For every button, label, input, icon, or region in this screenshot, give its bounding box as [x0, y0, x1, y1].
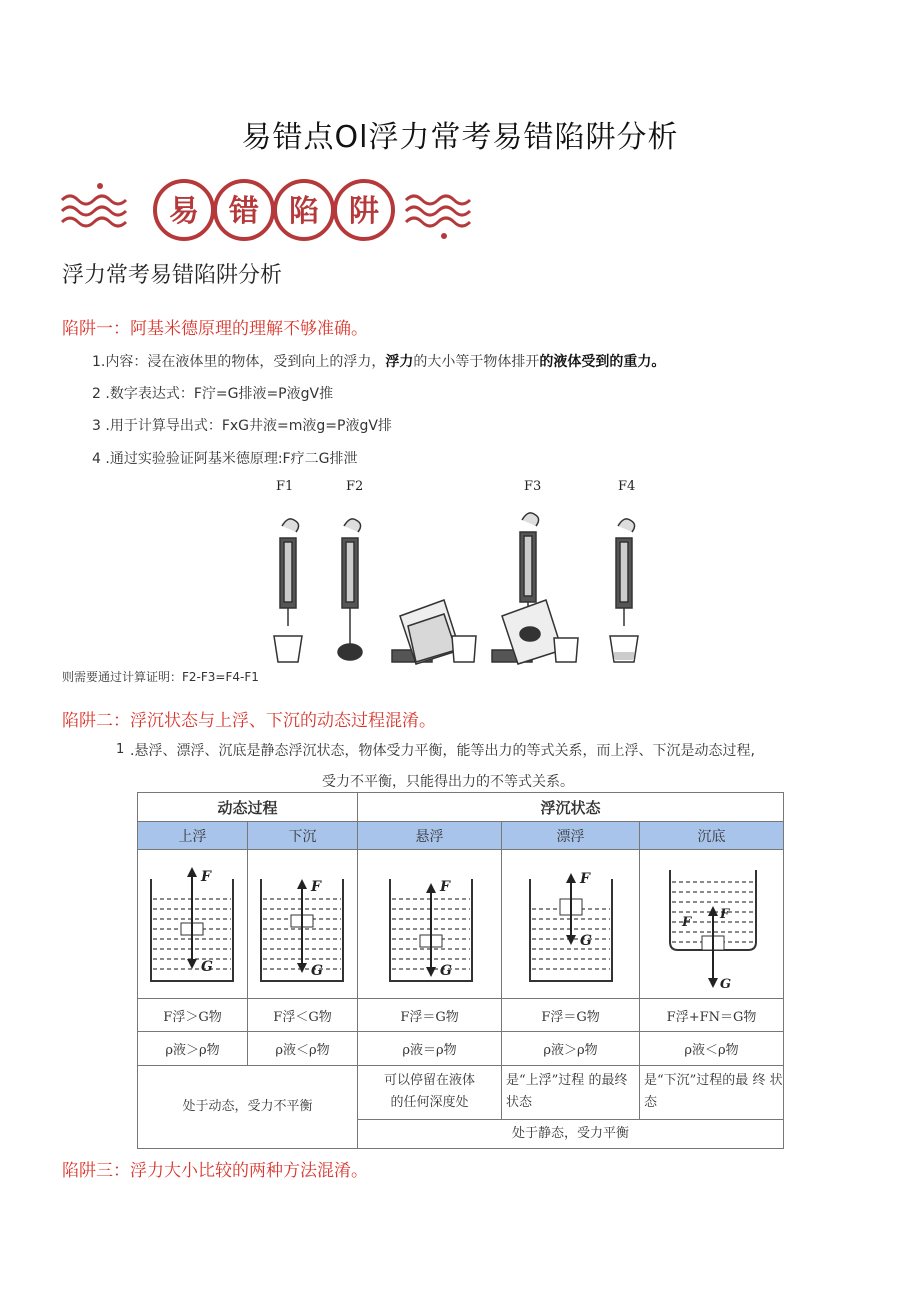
- svg-text:F: F: [439, 878, 450, 895]
- trap1-item-1: 1.内容：浸在液体里的物体，受到向上的浮力，浮力的大小等于物体排开的液体受到的重力。: [92, 354, 666, 370]
- density-relation: ρ液＝ρ物: [358, 1032, 502, 1065]
- sink-description: 是“下沉”过程的最 终 状态: [640, 1065, 784, 1119]
- force-relation: F浮＜G物: [248, 998, 358, 1031]
- diagram-cell: [358, 849, 502, 998]
- svg-text:F: F: [200, 868, 211, 885]
- trap3-heading: 陷阱三：浮力大小比较的两种方法混淆。: [62, 1161, 368, 1181]
- banner-char: 阱: [349, 194, 379, 229]
- svg-text:F: F: [579, 870, 590, 887]
- dynamic-description: 处于动态，受力不平衡: [138, 1065, 358, 1148]
- trap1-item-3: 3 .用于计算导出式：FxG井液=m液g=P液gV排: [92, 418, 392, 434]
- diagram-cell: [248, 849, 358, 998]
- label-f2: F2: [346, 479, 364, 494]
- svg-text:G: G: [310, 962, 323, 979]
- suspend-description: 可以停留在液体 的任何深度处: [358, 1065, 502, 1119]
- diagram-cell: [640, 849, 784, 998]
- spring-scale-icon: [274, 519, 302, 662]
- spring-scale-icon: [338, 519, 362, 660]
- overflow-beaker-icon: [392, 600, 476, 664]
- trap1-note: 则需要通过计算证明：F2-F3=F4-F1: [62, 670, 259, 684]
- col-header: 沉底: [640, 822, 784, 849]
- force-relation: F浮+FN＝G物: [640, 998, 784, 1031]
- spring-scale-icon: [610, 519, 638, 662]
- section-heading: 浮力常考易错陷阱分析: [62, 263, 283, 288]
- diagram-cell: [502, 849, 640, 998]
- force-relation: F浮＞G物: [138, 998, 248, 1031]
- suspended-diagram-icon: [370, 859, 490, 989]
- svg-text:G: G: [439, 962, 452, 979]
- trap2-heading: 陷阱二：浮沉状态与上浮、下沉的动态过程混淆。: [62, 711, 436, 731]
- label-f1: F1: [276, 479, 294, 494]
- svg-text:G: G: [200, 958, 213, 975]
- svg-text:G: G: [719, 976, 731, 992]
- static-description: 处于静态，受力平衡: [358, 1119, 784, 1148]
- banner: [60, 178, 480, 244]
- group-static: 浮沉状态: [358, 793, 784, 822]
- svg-text:F: F: [681, 914, 691, 930]
- trap1-item-2: 2 .数字表达式：F泞=G排液=P液gV推: [92, 386, 334, 402]
- force-relation: F浮＝G物: [502, 998, 640, 1031]
- trap2-item-num: 1: [116, 742, 125, 757]
- sinking-diagram-icon: [255, 859, 351, 989]
- rising-diagram-icon: [145, 859, 241, 989]
- svg-text:F: F: [719, 906, 729, 922]
- trap1-item-4: 4 .通过实验验证阿基米德原理:F疗二G排泄: [92, 451, 358, 467]
- archimedes-experiment-figure: [262, 476, 678, 666]
- banner-char: 易: [169, 194, 199, 229]
- trap1-heading: 陷阱一：阿基米德原理的理解不够准确。: [62, 319, 368, 339]
- density-relation: ρ液＞ρ物: [138, 1032, 248, 1065]
- col-header: 漂浮: [502, 822, 640, 849]
- density-relation: ρ液＜ρ物: [640, 1032, 784, 1065]
- trap2-line1: .悬浮、漂浮、沉底是静态浮沉状态，物体受力平衡，能等出力的等式关系，而上浮、下沉是动态过程,: [130, 743, 755, 759]
- spring-scale-icon: [492, 513, 578, 664]
- density-relation: ρ液＜ρ物: [248, 1032, 358, 1065]
- sunk-diagram-icon: [652, 854, 772, 994]
- group-dynamic: 动态过程: [138, 793, 358, 822]
- col-header: 上浮: [138, 822, 248, 849]
- col-header: 下沉: [248, 822, 358, 849]
- label-f3: F3: [524, 479, 542, 494]
- banner-char: 错: [229, 194, 259, 229]
- svg-text:G: G: [579, 932, 592, 949]
- banner-char: 陷: [289, 194, 319, 229]
- label-f4: F4: [618, 479, 636, 494]
- col-header: 悬浮: [358, 822, 502, 849]
- svg-text:F: F: [310, 878, 321, 895]
- wave-decoration-icon: [60, 178, 480, 244]
- force-relation: F浮＝G物: [358, 998, 502, 1031]
- density-relation: ρ液＞ρ物: [502, 1032, 640, 1065]
- buoyancy-states-table: [137, 792, 784, 1149]
- page-title: 易错点Ol浮力常考易错陷阱分析: [241, 120, 679, 155]
- diagram-cell: [138, 849, 248, 998]
- floating-diagram-icon: [516, 859, 626, 989]
- trap2-line2: 受力不平衡，只能得出力的不等式关系。: [322, 774, 574, 790]
- float-description: 是“上浮”过程 的最终状态: [502, 1065, 640, 1119]
